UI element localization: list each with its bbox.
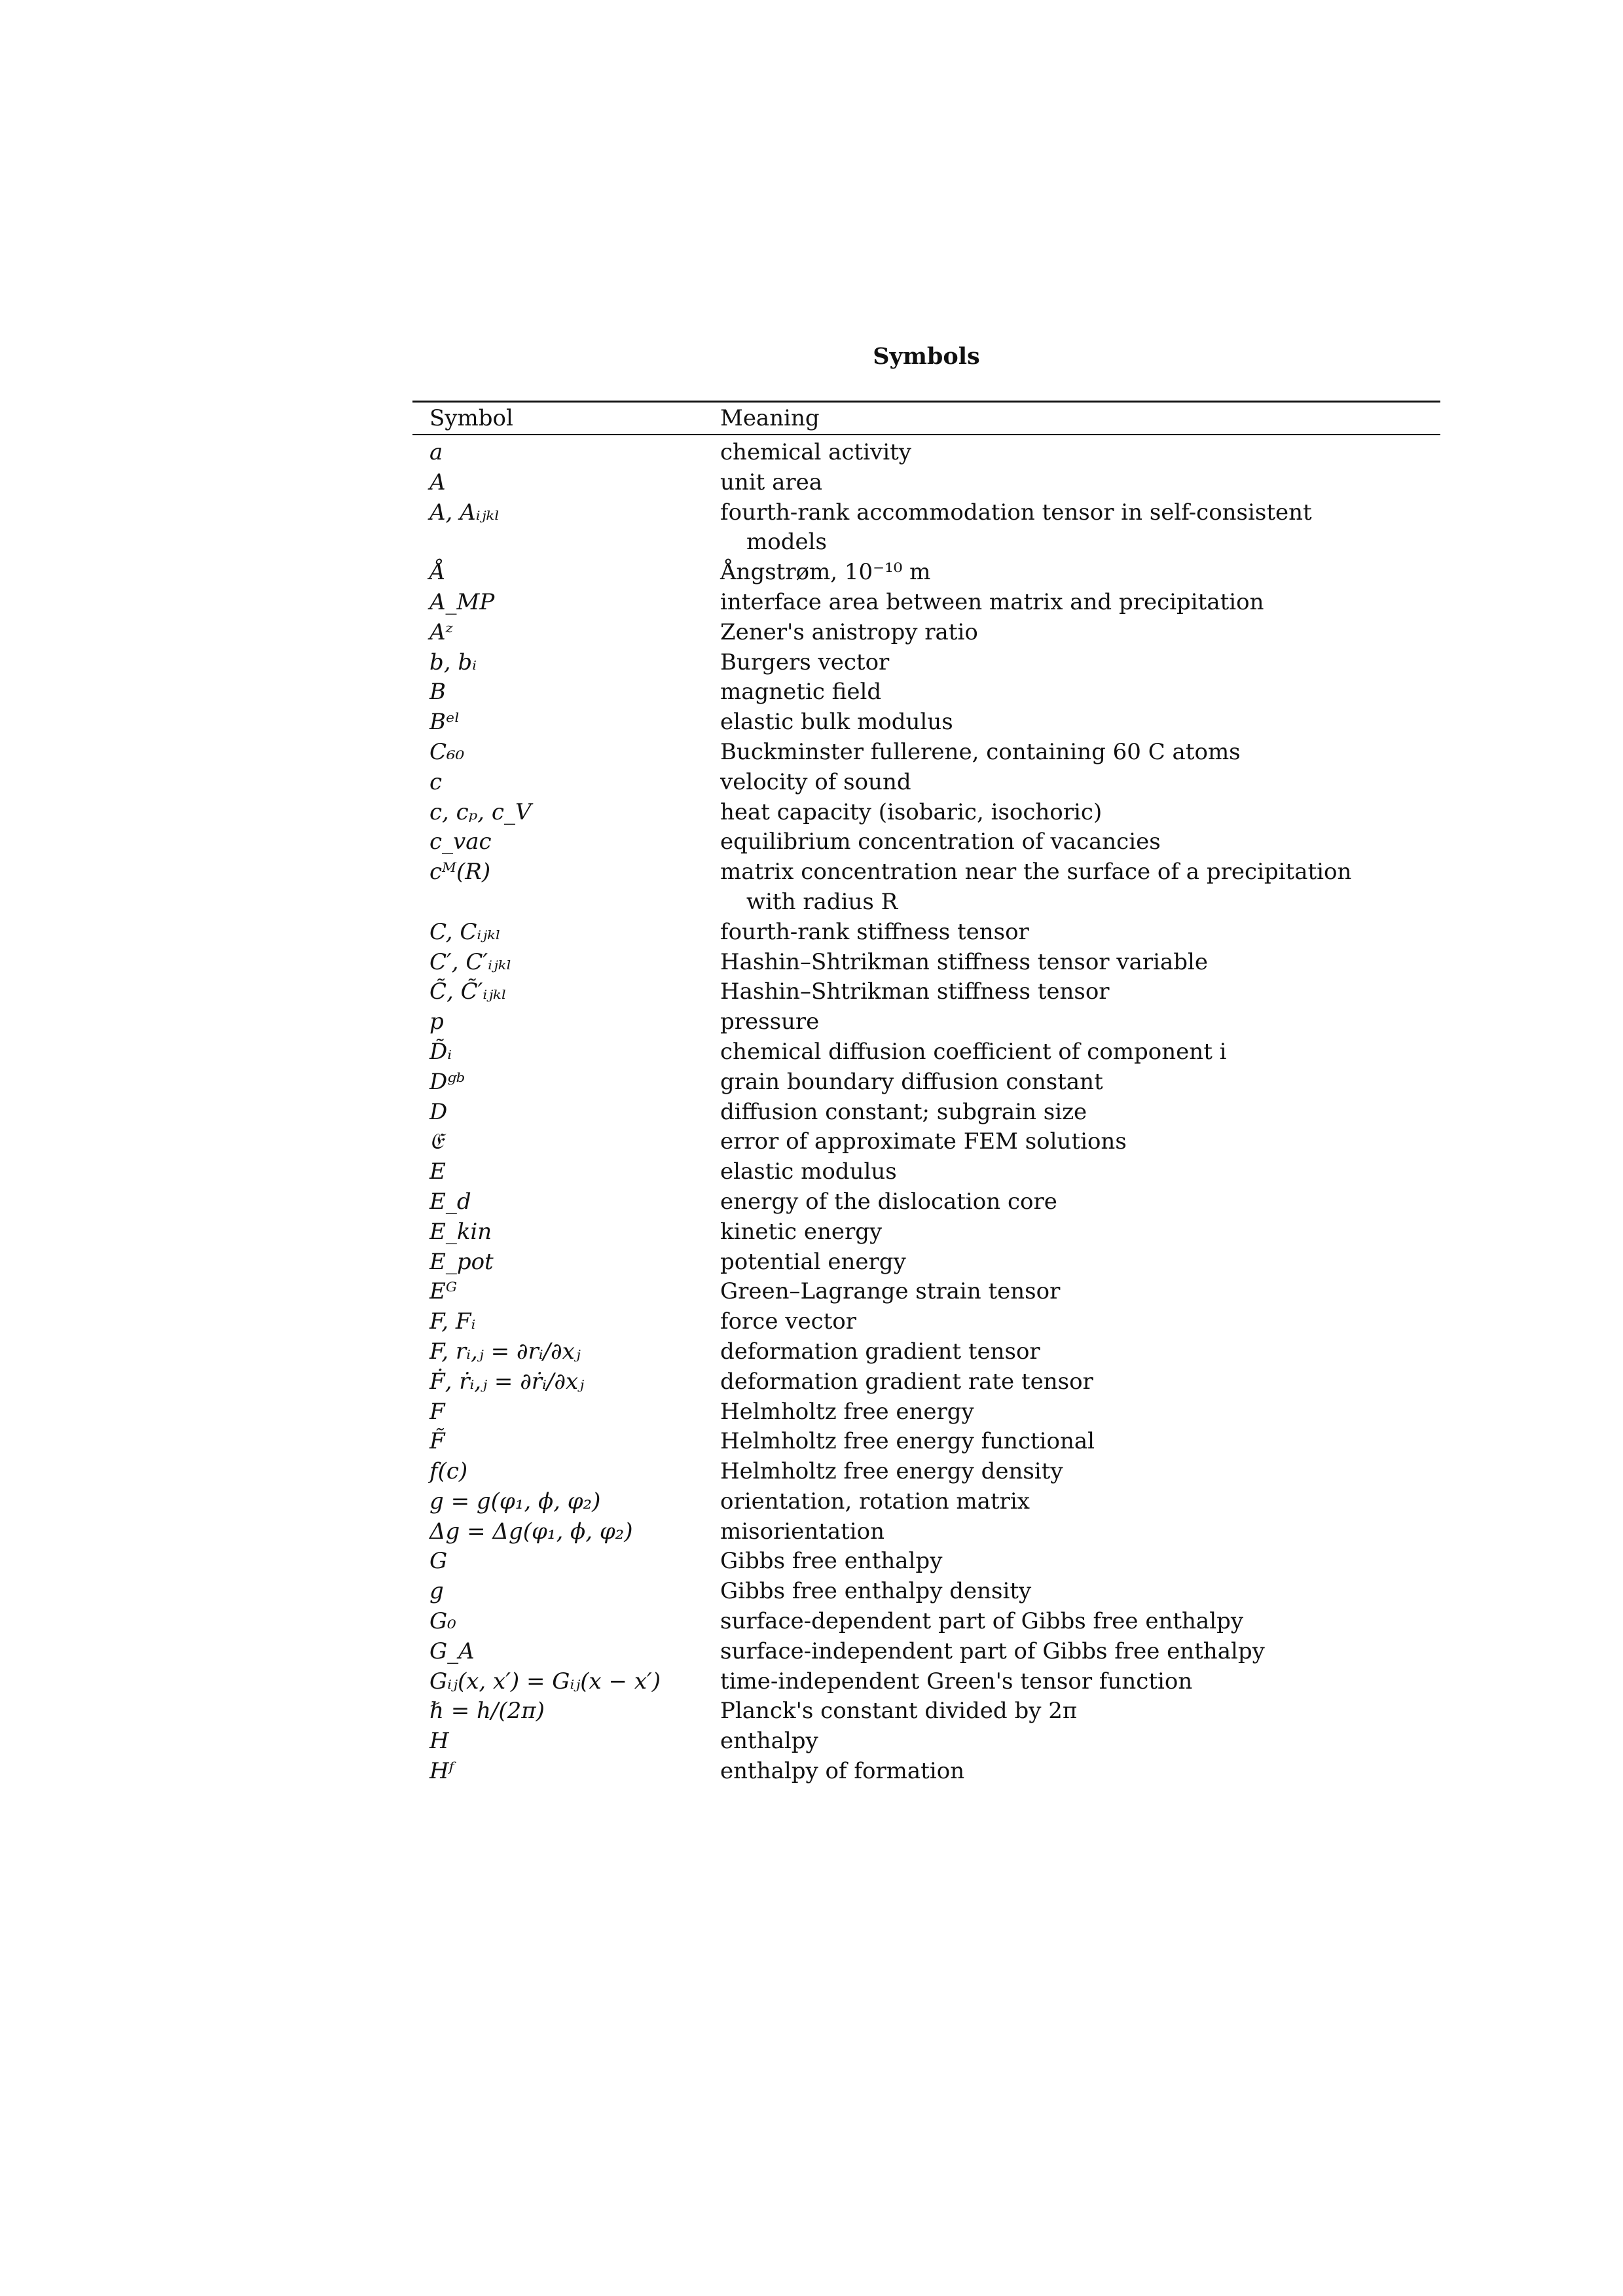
table-row (412, 588, 1440, 618)
table-row (412, 1457, 1440, 1487)
symbol-cell: c (429, 768, 443, 795)
table-row (412, 618, 1440, 648)
table-row (412, 768, 1440, 798)
meaning-cell: Hashin–Shtrikman stiffness tensor variable (720, 948, 1208, 975)
table-row (412, 948, 1440, 978)
symbol-cell: Dᵍᵇ (429, 1068, 465, 1095)
meaning-cell: heat capacity (isobaric, isochoric) (720, 798, 1103, 825)
symbol-cell: Ḟ, ṙᵢ,ⱼ = ∂ṙᵢ/∂xⱼ (429, 1368, 585, 1395)
table-row (412, 857, 1440, 918)
meaning-cell: velocity of sound (720, 768, 911, 795)
table-row (412, 1517, 1440, 1547)
symbol-cell: g = g(φ₁, ϕ, φ₂) (429, 1488, 601, 1515)
table-row (412, 438, 1440, 468)
table-row (412, 677, 1440, 708)
symbol-cell: F, rᵢ,ⱼ = ∂rᵢ/∂xⱼ (429, 1338, 581, 1365)
meaning-cell: elastic modulus (720, 1158, 897, 1185)
header-symbol: Symbol (429, 405, 513, 431)
header-meaning: Meaning (720, 405, 820, 431)
meaning-cell: interface area between matrix and precipitation (720, 588, 1264, 615)
meaning-cell: surface-dependent part of Gibbs free enthalpy (720, 1608, 1244, 1635)
table-row (412, 1307, 1440, 1337)
symbol-cell: p (429, 1009, 444, 1035)
symbol-cell: A, Aᵢⱼₖₗ (429, 499, 500, 526)
table-row (412, 1727, 1440, 1757)
symbol-cell: E (429, 1158, 446, 1185)
symbols-table (412, 401, 1440, 1787)
table-row (412, 1667, 1440, 1697)
table-row (412, 1098, 1440, 1128)
meaning-cell: kinetic energy (720, 1218, 883, 1245)
symbol-cell: Bᵉˡ (429, 709, 460, 736)
table-row (412, 1547, 1440, 1577)
symbol-cell: H (429, 1728, 449, 1755)
meaning-cell: magnetic field (720, 679, 882, 706)
meaning-cell: error of approximate FEM solutions (720, 1128, 1127, 1155)
meaning-cell: time-independent Green's tensor function (720, 1668, 1193, 1695)
table-row (412, 738, 1440, 768)
meaning-cell: surface-independent part of Gibbs free enthalpy (720, 1638, 1265, 1664)
symbol-cell: C′, C′ᵢⱼₖₗ (429, 948, 512, 975)
table-row (412, 1187, 1440, 1217)
table-row (412, 1757, 1440, 1787)
table-row (412, 1157, 1440, 1187)
meaning-cell: pressure (720, 1009, 820, 1035)
symbol-cell: D (429, 1098, 448, 1125)
table-row (412, 1007, 1440, 1037)
meaning-cell: force vector (720, 1308, 857, 1335)
meaning-cell: matrix concentration near the surface of a precipitation with radius R (720, 859, 1352, 915)
table-row (412, 798, 1440, 828)
meaning-cell: enthalpy (720, 1728, 818, 1755)
meaning-cell: fourth-rank stiffness tensor (720, 918, 1029, 945)
symbol-cell: A (429, 469, 446, 495)
meaning-cell: diffusion constant; subgrain size (720, 1098, 1087, 1125)
table-row (412, 1217, 1440, 1247)
table-row (412, 1247, 1440, 1278)
meaning-cell: equilibrium concentration of vacancies (720, 829, 1161, 855)
table-row (412, 1696, 1440, 1727)
meaning-cell: orientation, rotation matrix (720, 1488, 1030, 1515)
meaning-cell: Green–Lagrange strain tensor (720, 1278, 1061, 1305)
symbol-cell: E_pot (429, 1248, 494, 1275)
table-row (412, 648, 1440, 678)
symbol-cell: cᴹ(R) (429, 859, 491, 886)
symbol-cell: E_d (429, 1188, 471, 1215)
meaning-cell: Buckminster fullerene, containing 60 C atoms (720, 738, 1241, 765)
table-row (412, 1577, 1440, 1607)
table-header-row (412, 403, 1440, 434)
meaning-cell: unit area (720, 469, 823, 495)
symbol-cell: C₆₀ (429, 738, 465, 765)
table-row (412, 1037, 1440, 1067)
meaning-cell: Helmholtz free energy (720, 1398, 974, 1425)
symbol-cell: C̃, C̃′ᵢⱼₖₗ (429, 978, 507, 1005)
symbol-cell: ℏ = h/(2π) (429, 1698, 545, 1725)
meaning-cell: Ångstrøm, 10⁻¹⁰ m (720, 559, 931, 586)
symbol-cell: c, cₚ, c_V (429, 798, 532, 825)
symbol-cell: F, Fᵢ (429, 1308, 476, 1335)
symbol-cell: E_kin (429, 1218, 492, 1245)
symbol-cell: Gᵢⱼ(x, x′) = Gᵢⱼ(x − x′) (429, 1668, 661, 1695)
symbol-cell: b, bᵢ (429, 649, 477, 675)
meaning-cell: Helmholtz free energy density (720, 1458, 1063, 1485)
meaning-cell: enthalpy of formation (720, 1758, 965, 1785)
symbol-cell: Hᶠ (429, 1758, 454, 1785)
symbol-cell: c_vac (429, 829, 492, 855)
meaning-cell: Hashin–Shtrikman stiffness tensor (720, 978, 1110, 1005)
meaning-cell: misorientation (720, 1518, 885, 1545)
table-row (412, 1637, 1440, 1667)
table-row (412, 1127, 1440, 1157)
symbol-cell: G₀ (429, 1608, 456, 1635)
meaning-cell: Burgers vector (720, 649, 890, 675)
table-row (412, 1067, 1440, 1098)
symbol-cell: Eᴳ (429, 1278, 457, 1305)
meaning-cell: elastic bulk modulus (720, 709, 953, 736)
symbol-cell: A_MP (429, 588, 495, 615)
symbol-cell: B (429, 679, 446, 706)
meaning-cell: Helmholtz free energy functional (720, 1428, 1095, 1455)
symbol-cell: Δg = Δg(φ₁, ϕ, φ₂) (429, 1518, 633, 1545)
meaning-cell: fourth-rank accommodation tensor in self-consistent models (720, 499, 1312, 556)
symbol-cell: G (429, 1548, 448, 1575)
symbol-cell: Aᶻ (429, 619, 453, 645)
table-body (412, 435, 1440, 1787)
meaning-cell: Gibbs free enthalpy (720, 1548, 943, 1575)
meaning-cell: deformation gradient rate tensor (720, 1368, 1093, 1395)
meaning-cell: potential energy (720, 1248, 906, 1275)
meaning-cell: grain boundary diffusion constant (720, 1068, 1103, 1095)
symbol-cell: D̃ᵢ (429, 1038, 452, 1065)
meaning-cell: deformation gradient tensor (720, 1338, 1040, 1365)
table-row (412, 827, 1440, 857)
page-title: Symbols (873, 343, 980, 370)
meaning-cell: chemical activity (720, 439, 911, 465)
meaning-cell: Planck's constant divided by 2π (720, 1698, 1078, 1725)
meaning-cell: energy of the dislocation core (720, 1188, 1057, 1215)
table-row (412, 1397, 1440, 1427)
table-row (412, 708, 1440, 738)
symbol-cell: a (429, 439, 443, 465)
symbol-cell: f(c) (429, 1458, 468, 1485)
symbol-cell: g (429, 1578, 444, 1605)
table-row (412, 1487, 1440, 1517)
meaning-cell: Gibbs free enthalpy density (720, 1578, 1032, 1605)
table-row (412, 558, 1440, 588)
table-row (412, 498, 1440, 558)
symbol-cell: G_A (429, 1638, 475, 1664)
symbol-cell: 𝔈 (429, 1128, 443, 1155)
table-row (412, 1427, 1440, 1457)
symbol-cell: Å (429, 559, 446, 586)
table-row (412, 1277, 1440, 1307)
meaning-cell: chemical diffusion coefficient of component i (720, 1038, 1227, 1065)
table-row (412, 977, 1440, 1007)
symbol-cell: F̃ (429, 1428, 445, 1455)
table-row (412, 918, 1440, 948)
table-row (412, 1337, 1440, 1367)
table-row (412, 1607, 1440, 1637)
table-row (412, 1367, 1440, 1397)
table-row (412, 468, 1440, 498)
meaning-cell: Zener's anistropy ratio (720, 619, 978, 645)
symbol-cell: C, Cᵢⱼₖₗ (429, 918, 501, 945)
symbol-cell: F (429, 1398, 445, 1425)
